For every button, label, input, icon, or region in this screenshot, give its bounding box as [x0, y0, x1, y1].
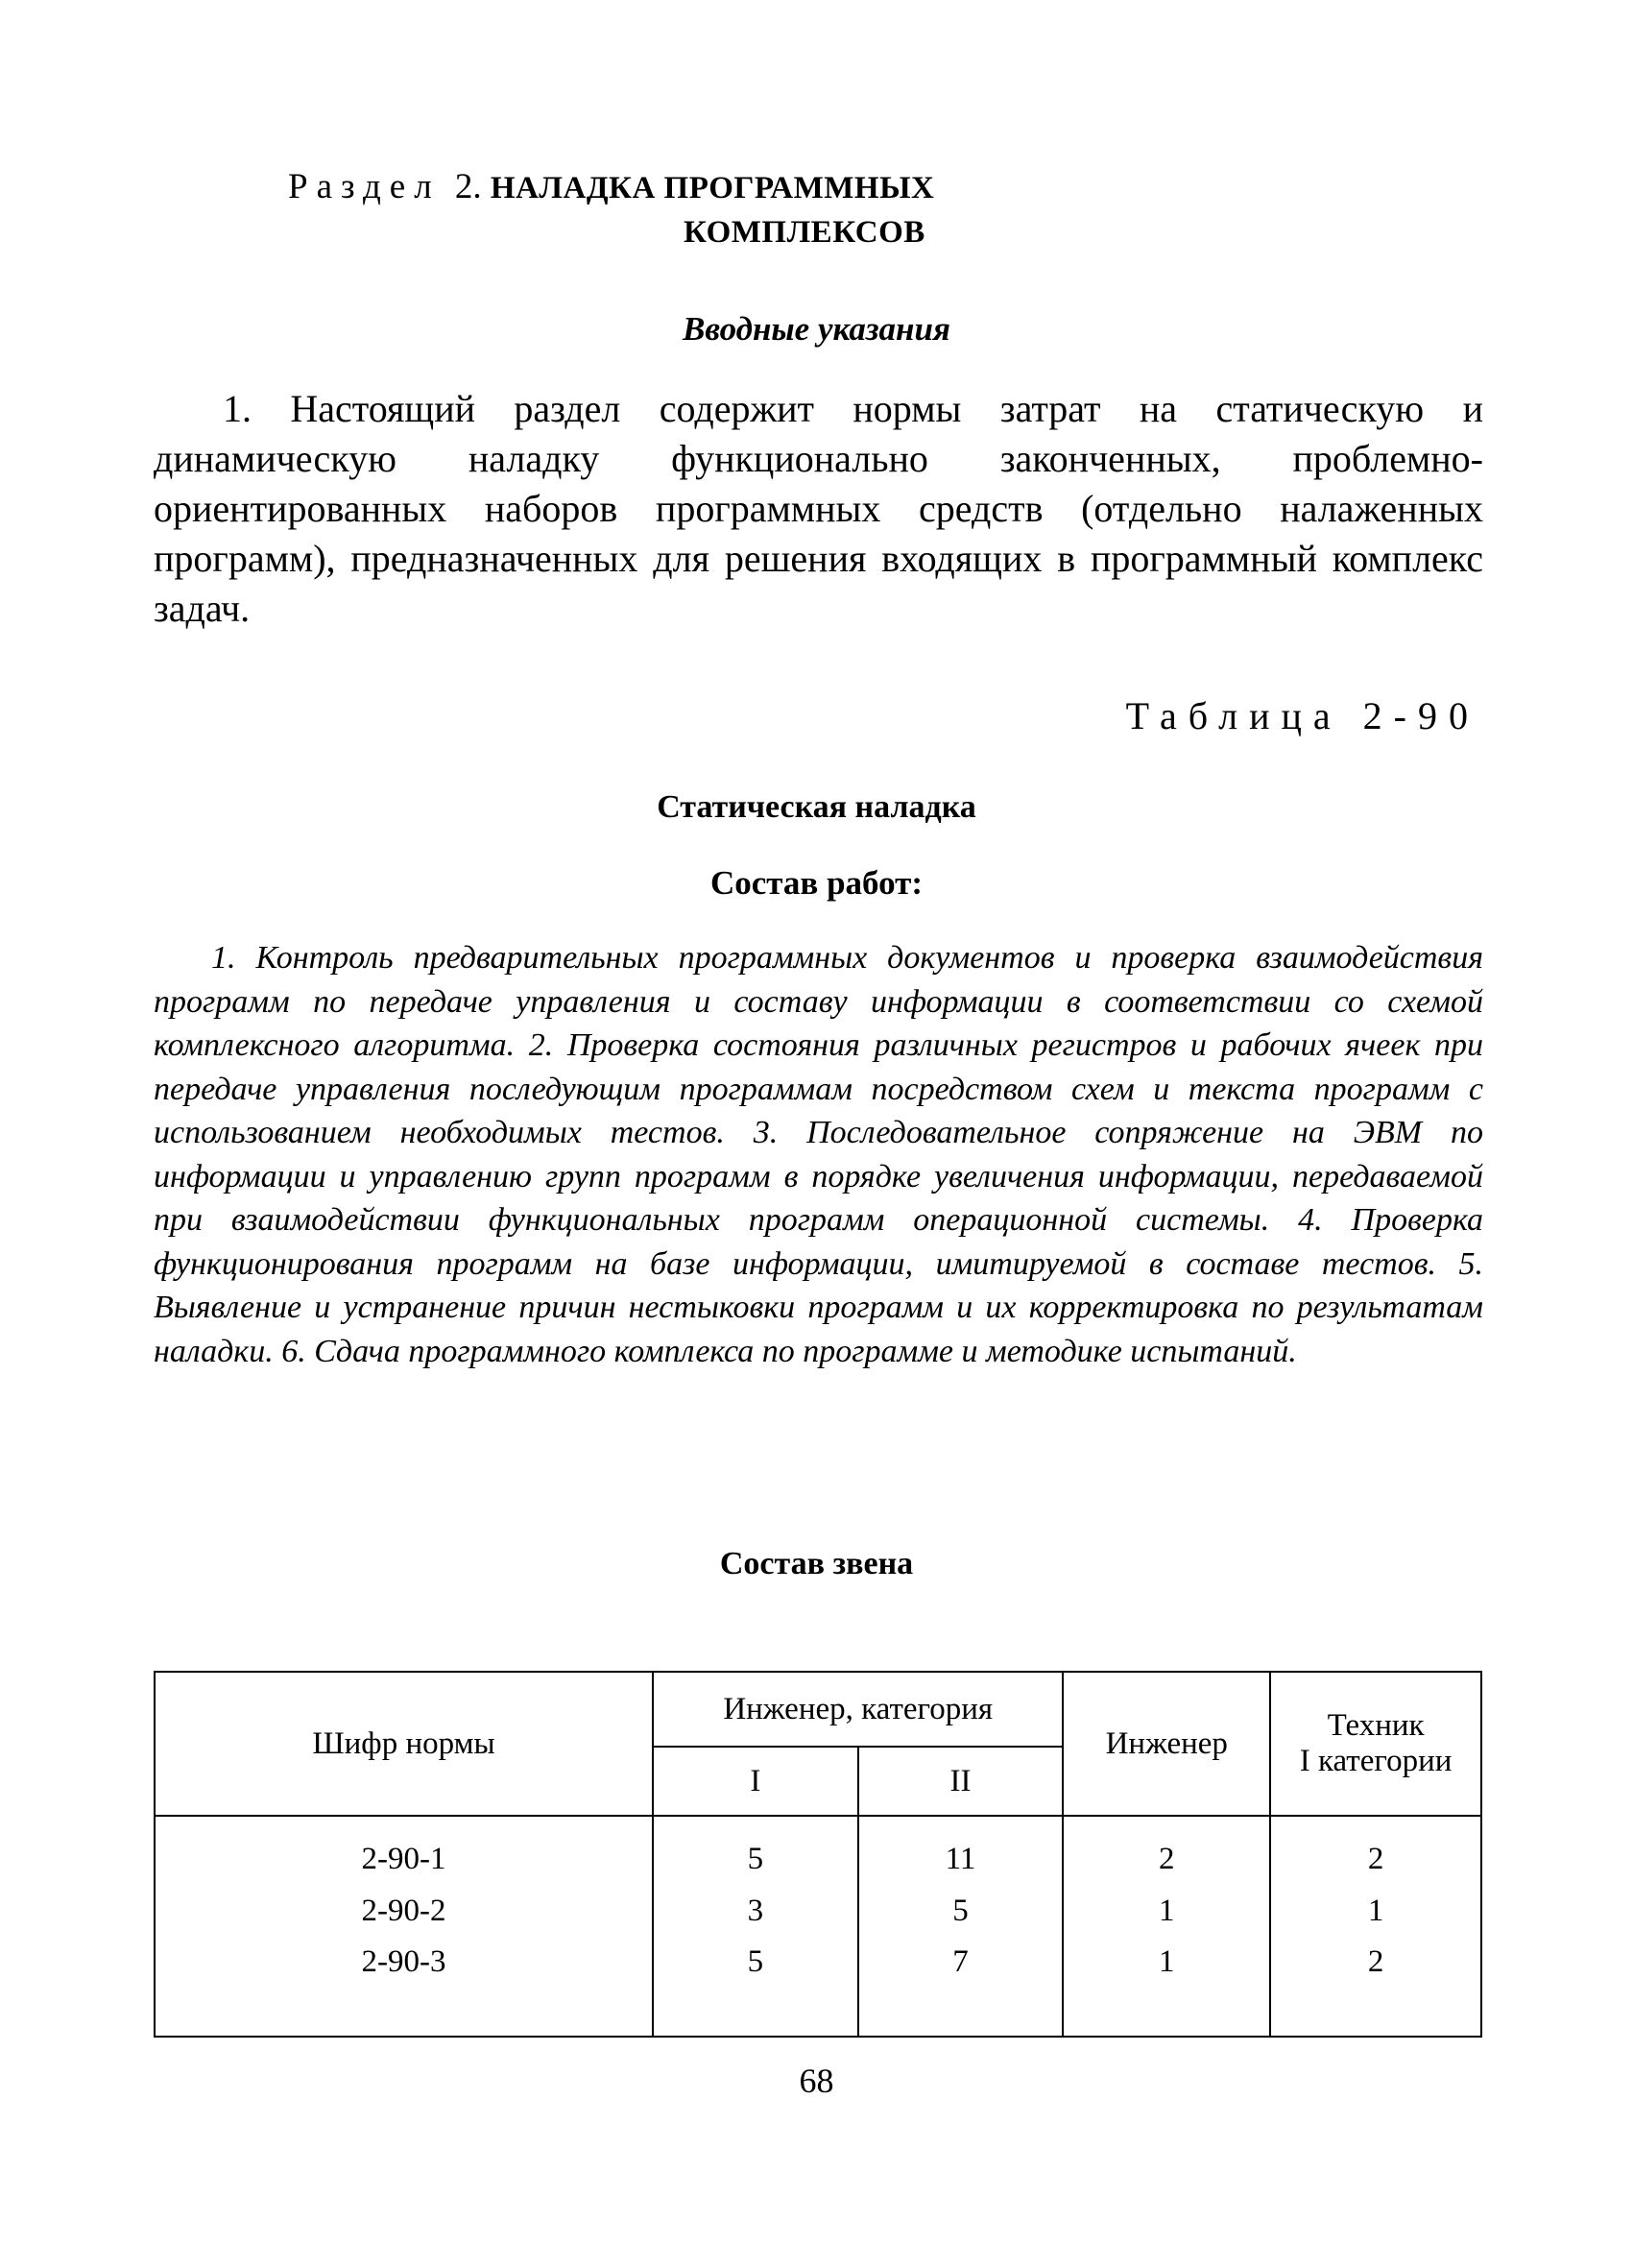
crew-heading: Состав звена: [719, 1546, 914, 1581]
section-number: 2.: [454, 167, 482, 206]
static-heading: Статическая наладка: [657, 789, 976, 825]
intro-heading: Вводные указания: [683, 310, 950, 348]
page-number: 68: [799, 2062, 834, 2100]
table-row: [155, 1816, 1481, 1886]
works-text: 1. Контроль предварительных программных документов и проверка взаимодействия программ по передаче управления и составу информации в соответствии со схемой комплексного алгоритма. 2. Проверка состояния различных регистров и рабочих ячеек при передаче управления последующим программам посредством схем и текста программ с использованием необходимых тестов. 3. Последовательное сопряжение на ЭВМ по информации и управлению групп программ в порядке увеличения информации, передаваемой при взаимодействии функциональных программ операционной системы. 4. Проверка функционирования программ на базе информации, имитируемой в составе тестов. 5. Выявление и устранение причин нестыковки программ и их корректировка по результатам наладки. 6. Сдача программного комплекса по программе и методике испытаний.: [154, 940, 1483, 1369]
header-technician-line2: I категории: [1299, 1744, 1453, 1778]
cell-cat1: 5: [653, 1937, 858, 2037]
table-row: [155, 1937, 1481, 2037]
works-heading: Состав работ:: [710, 864, 923, 902]
section-title-line2: КОМПЛЕКСОВ: [684, 215, 925, 250]
header-cat1: I: [653, 1747, 858, 1816]
cell-code: 2-90-2: [155, 1886, 653, 1937]
cell-engineer: 1: [1063, 1937, 1270, 2037]
cell-cat2: 7: [858, 1937, 1064, 2037]
cell-technician: 2: [1270, 1816, 1481, 1886]
cell-technician: 1: [1270, 1886, 1481, 1937]
section-title-line1: НАЛАДКА ПРОГРАММНЫХ: [490, 171, 935, 205]
section-prefix: Раздел: [288, 167, 441, 206]
section-heading: [288, 165, 1344, 254]
header-engineer-category: Инженер, категория: [653, 1672, 1063, 1747]
cell-code: 2-90-1: [155, 1816, 653, 1886]
cell-code: 2-90-3: [155, 1937, 653, 2037]
cell-cat2: 11: [858, 1816, 1064, 1886]
crew-table: [154, 1671, 1482, 2038]
header-cat2: II: [858, 1747, 1064, 1816]
header-engineer: Инженер: [1063, 1672, 1270, 1816]
cell-engineer: 2: [1063, 1816, 1270, 1886]
cell-cat1: 5: [653, 1816, 858, 1886]
cell-cat1: 3: [653, 1886, 858, 1937]
header-technician: [1270, 1672, 1481, 1816]
cell-engineer: 1: [1063, 1886, 1270, 1937]
table-caption: Таблица 2-90: [1125, 694, 1479, 737]
cell-cat2: 5: [858, 1886, 1064, 1937]
header-technician-line1: Техник: [1327, 1708, 1425, 1743]
intro-paragraph: 1. Настоящий раздел содержит нормы затрат на статическую и динамическую наладку функционально законченных, проблемно-ориентированных наборов программных средств (отдельно налаженных программ), предназначенных для решения входящих в программный комплекс задач.: [154, 387, 1483, 630]
header-code: Шифр нормы: [155, 1672, 653, 1816]
table-row: [155, 1886, 1481, 1937]
cell-technician: 2: [1270, 1937, 1481, 2037]
